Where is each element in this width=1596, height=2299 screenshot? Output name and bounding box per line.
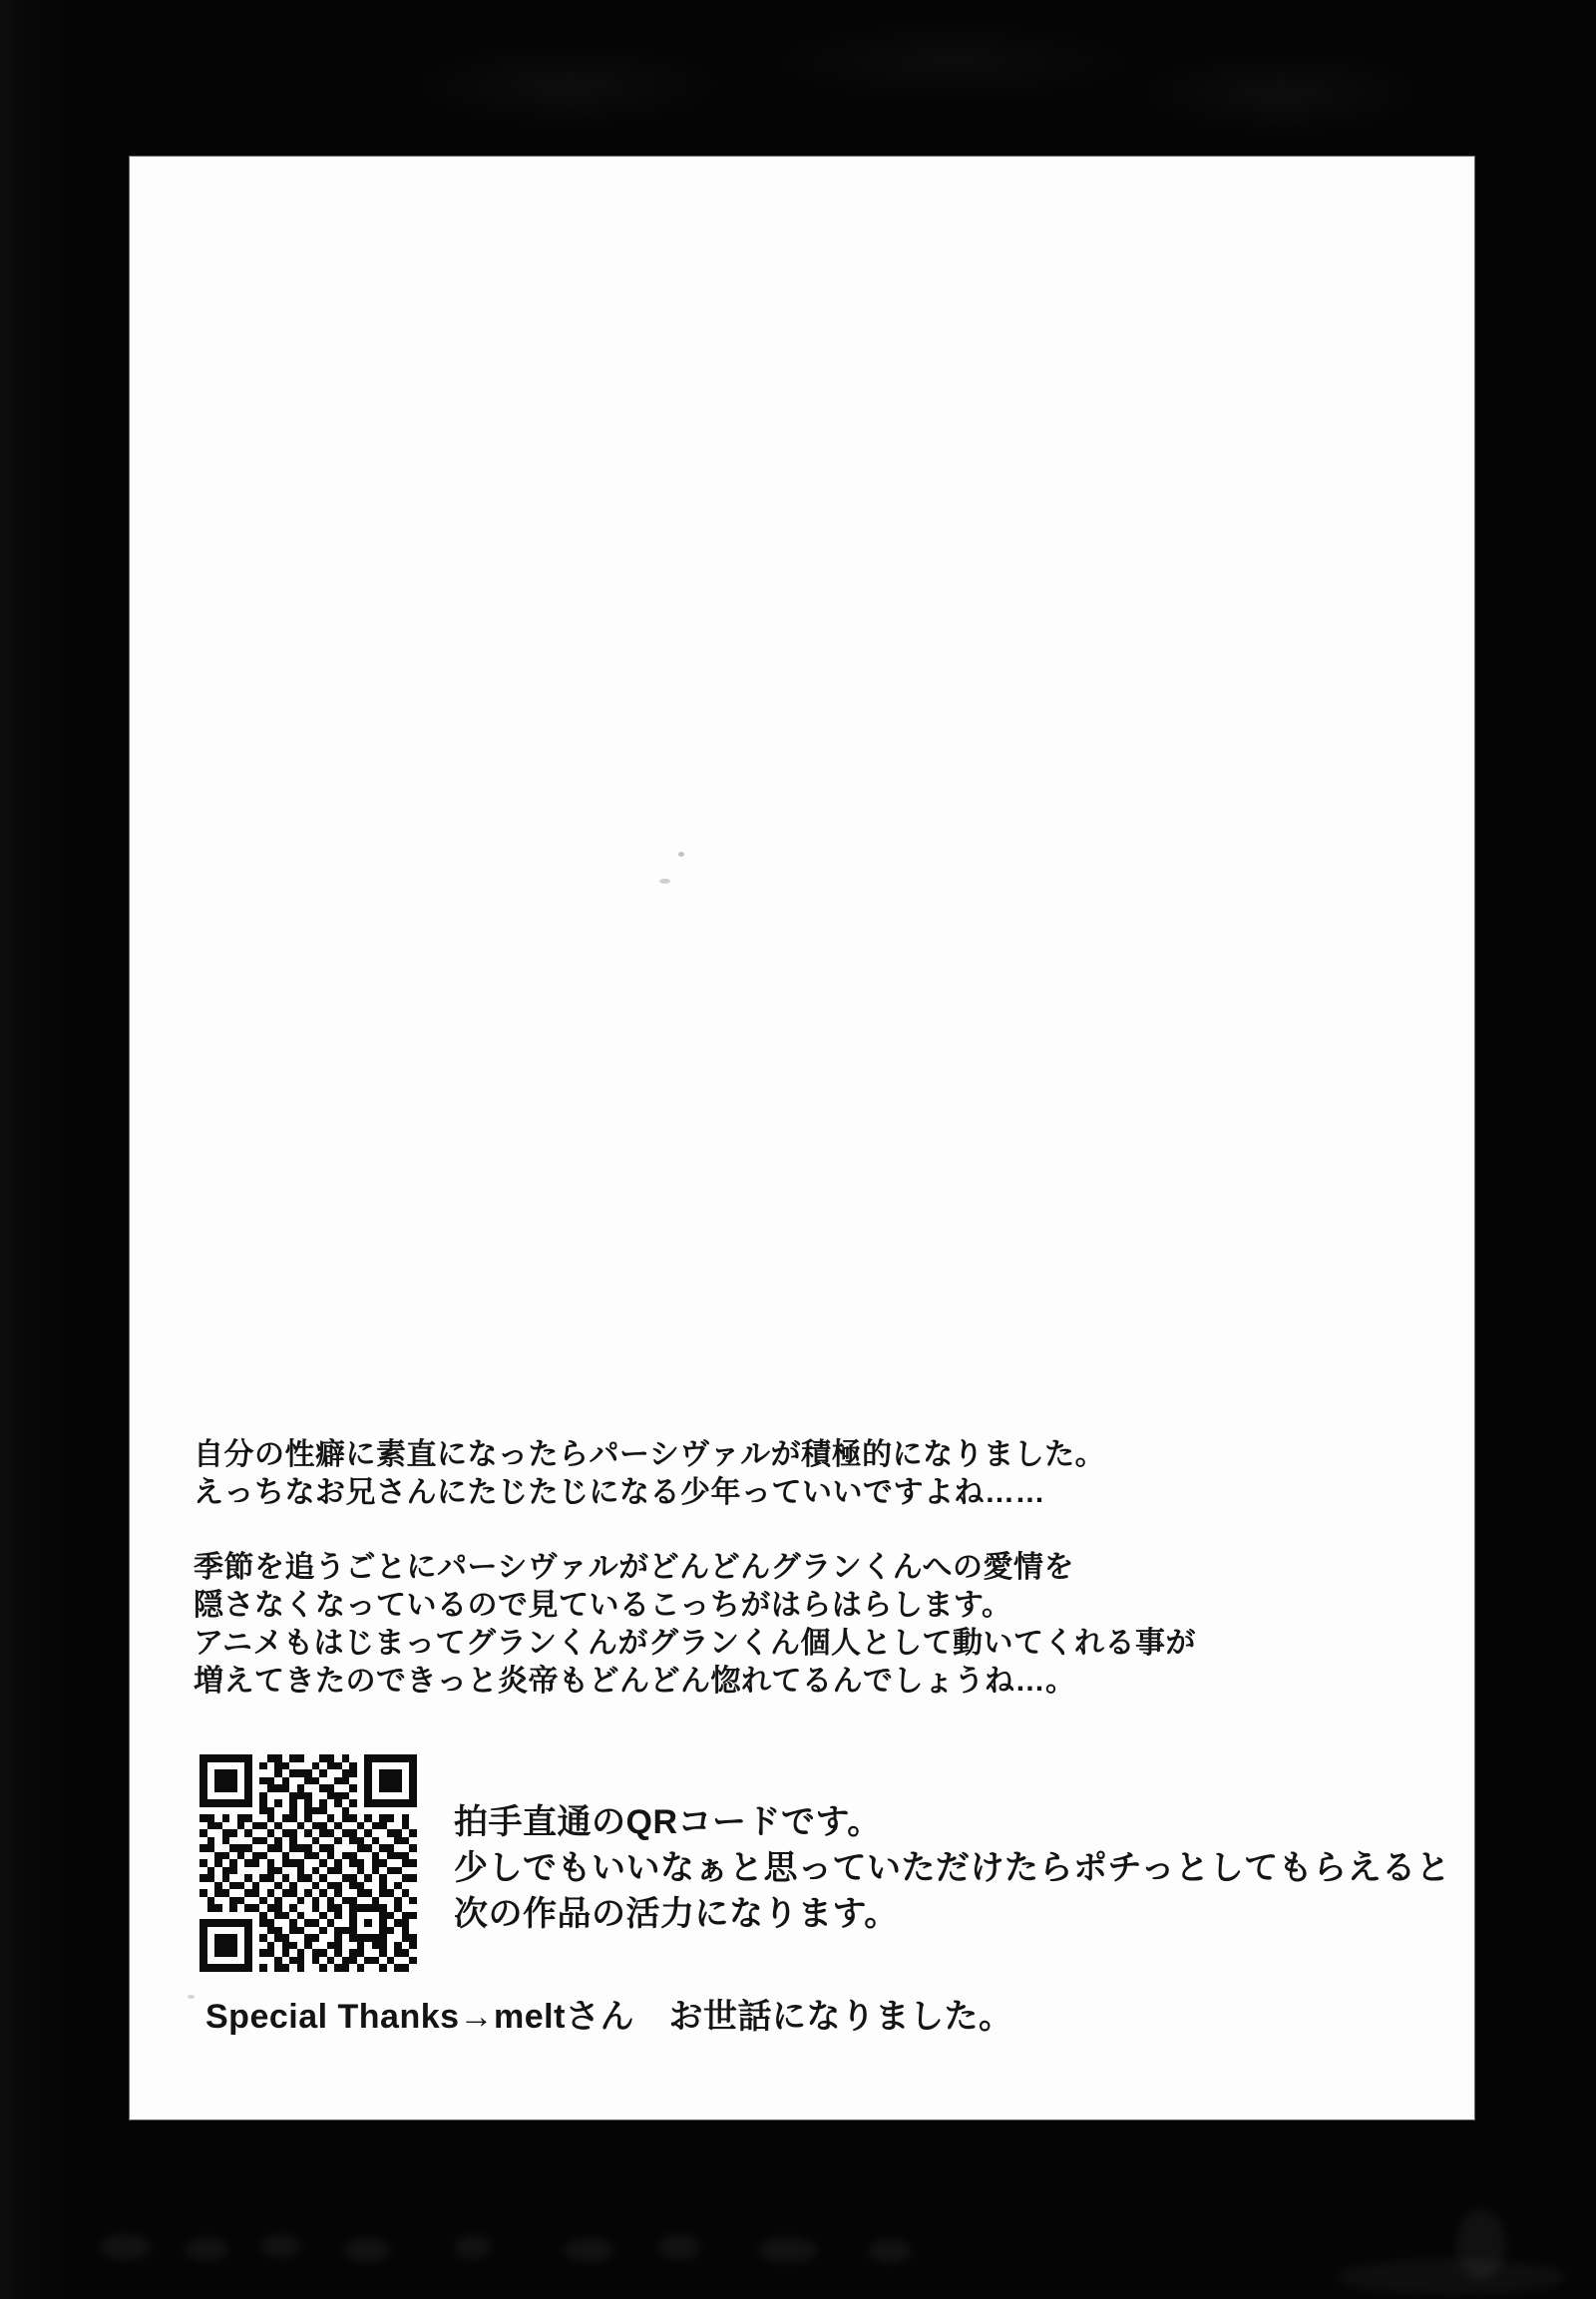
afterword-line: 隠さなくなっているので見ているこっちがはらはらします。	[194, 1589, 1012, 1622]
special-thanks-line: Special Thanks→meltさん お世話になりました。	[205, 1998, 1013, 2036]
qr-code	[200, 1754, 417, 1972]
scan-speck	[678, 852, 684, 857]
print-bleed-artifact	[658, 2234, 700, 2260]
print-bleed-artifact	[344, 2238, 390, 2262]
print-bleed-artifact	[100, 2234, 152, 2260]
afterword-line: 増えてきたのできっと炎帝もどんどん惚れてるんでしょうね…。	[194, 1665, 1076, 1698]
paper-sheet	[130, 157, 1474, 2119]
qr-caption-line: 拍手直通のQRコードです。	[454, 1803, 882, 1841]
afterword-line: えっちなお兄さんにたじたじになる少年っていいですよね……	[194, 1476, 1045, 1509]
qr-caption	[454, 1799, 1450, 1937]
print-bleed-artifact	[1337, 2259, 1566, 2295]
print-bleed-artifact	[185, 2237, 228, 2261]
print-bleed-artifact	[261, 2234, 301, 2258]
print-bleed-artifact	[349, 0, 1446, 155]
print-bleed-artifact	[454, 2235, 492, 2259]
qr-caption-line: 少しでもいいなぁと思っていただけたらポチっとしてもらえると	[454, 1849, 1451, 1887]
afterword-line: アニメもはじまってグランくんがグランくん個人として動いてくれる事が	[194, 1627, 1196, 1660]
print-bleed-artifact	[564, 2238, 613, 2262]
scan-speck	[659, 879, 670, 884]
afterword-line: 季節を追うごとにパーシヴァルがどんどんグランくんへの愛情を	[194, 1551, 1074, 1584]
qr-caption-line: 次の作品の活力になります。	[454, 1895, 899, 1933]
afterword-line: 自分の性癖に素直になったらパーシヴァルが積極的になりました。	[194, 1438, 1106, 1471]
afterword-paragraph-2	[194, 1549, 1196, 1701]
print-bleed-artifact	[868, 2239, 912, 2263]
scan-speck	[188, 1995, 195, 1999]
print-bleed-artifact	[0, 0, 70, 2299]
print-bleed-artifact	[758, 2237, 818, 2263]
afterword-paragraph-1	[194, 1436, 1105, 1512]
